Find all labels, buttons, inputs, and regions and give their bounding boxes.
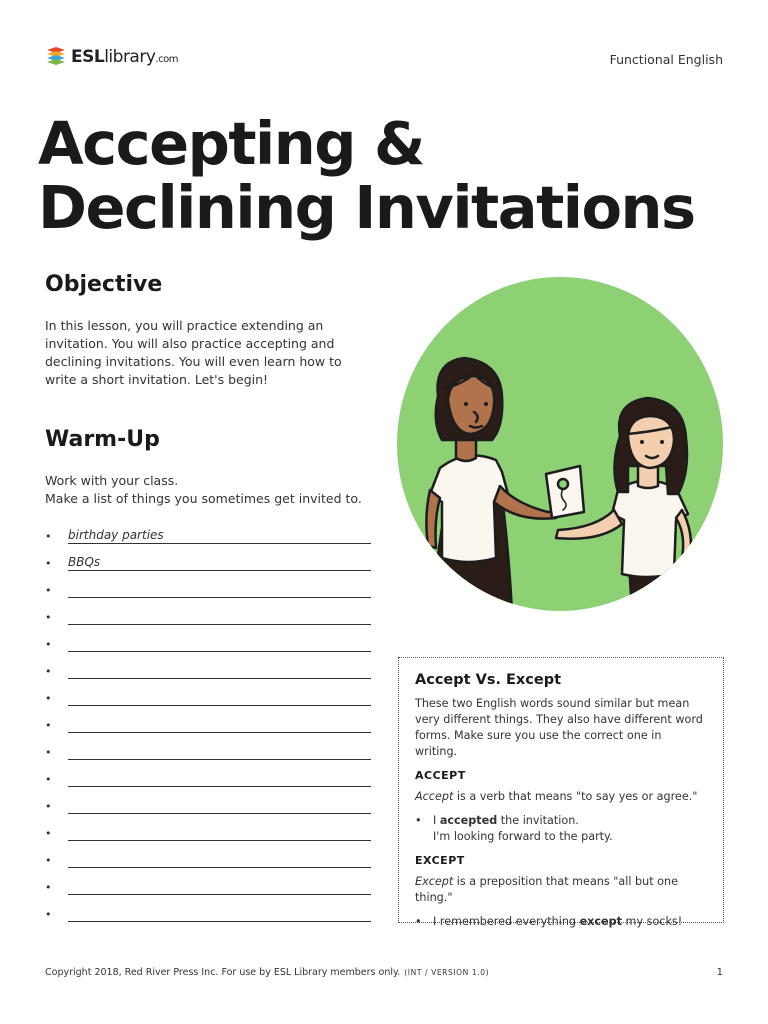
list-item: • I remembered everything except my socks! — [415, 915, 683, 928]
warmup-list — [45, 526, 371, 931]
except-definition: Except is a preposition that means "all but one thing." — [415, 875, 679, 904]
list-item: • birthday parties — [45, 526, 371, 553]
warmup-heading: Warm-Up — [45, 427, 160, 452]
list-item: • — [45, 715, 371, 742]
logo-text: ESLlibrary.com — [71, 47, 178, 67]
objective-heading: Objective — [45, 272, 163, 297]
page-number: 1 — [716, 967, 723, 978]
accept-heading: ACCEPT — [415, 769, 466, 782]
list-item: • — [45, 769, 371, 796]
esl-library-logo-icon — [45, 46, 67, 68]
accept-definition: Accept is a verb that means "to say yes or agree." — [415, 790, 698, 803]
list-item: • — [45, 742, 371, 769]
warmup-instructions: Work with your class. Make a list of things you sometimes get invited to. — [45, 473, 362, 506]
answer-line[interactable] — [68, 879, 371, 895]
accept-examples — [415, 813, 707, 845]
answer-line[interactable] — [68, 663, 371, 679]
answer-line[interactable] — [68, 825, 371, 841]
list-item: • — [45, 796, 371, 823]
answer-line[interactable] — [68, 798, 371, 814]
answer-line[interactable] — [68, 771, 371, 787]
list-item: • BBQs — [45, 553, 371, 580]
list-item: • — [45, 661, 371, 688]
list-item: • — [45, 607, 371, 634]
category-label: Functional English — [609, 52, 723, 67]
invitation-illustration — [396, 276, 724, 612]
footer-copyright: Copyright 2018, Red River Press Inc. For use by ESL Library members only. (INT / VERSION 1.0) — [45, 967, 490, 978]
objective-text: In this lesson, you will practice extending an invitation. You will also practice accepting and declining invitations. You will even learn how to write a short invitation. Let's begin! — [45, 318, 342, 387]
logo — [45, 46, 178, 68]
answer-line[interactable] — [68, 744, 371, 760]
answer-line[interactable] — [68, 717, 371, 733]
list-item: • — [45, 850, 371, 877]
answer-line[interactable] — [68, 582, 371, 598]
page-title: Accepting & Declining Invitations — [38, 109, 695, 242]
except-heading: EXCEPT — [415, 854, 465, 867]
answer-line[interactable] — [68, 690, 371, 706]
except-examples — [415, 914, 707, 930]
list-item: • — [45, 580, 371, 607]
answer-line[interactable]: BBQs — [68, 555, 371, 571]
answer-line[interactable]: birthday parties — [68, 528, 371, 544]
list-item: • — [45, 688, 371, 715]
answer-line[interactable] — [68, 636, 371, 652]
accept-except-box — [398, 657, 724, 928]
answer-line[interactable] — [68, 906, 371, 922]
answer-line[interactable] — [68, 609, 371, 625]
list-item: • — [45, 634, 371, 661]
list-item: • — [45, 904, 371, 931]
list-item: • — [45, 877, 371, 904]
box-intro: These two English words sound similar but mean very different things. They also have different word forms. Make sure you use the correct one in writing. — [415, 697, 703, 758]
answer-line[interactable] — [68, 852, 371, 868]
box-heading: Accept Vs. Except — [415, 672, 562, 688]
list-item: • — [45, 823, 371, 850]
list-item: • I accepted the invitation. I'm looking forward to the party. — [415, 814, 613, 843]
